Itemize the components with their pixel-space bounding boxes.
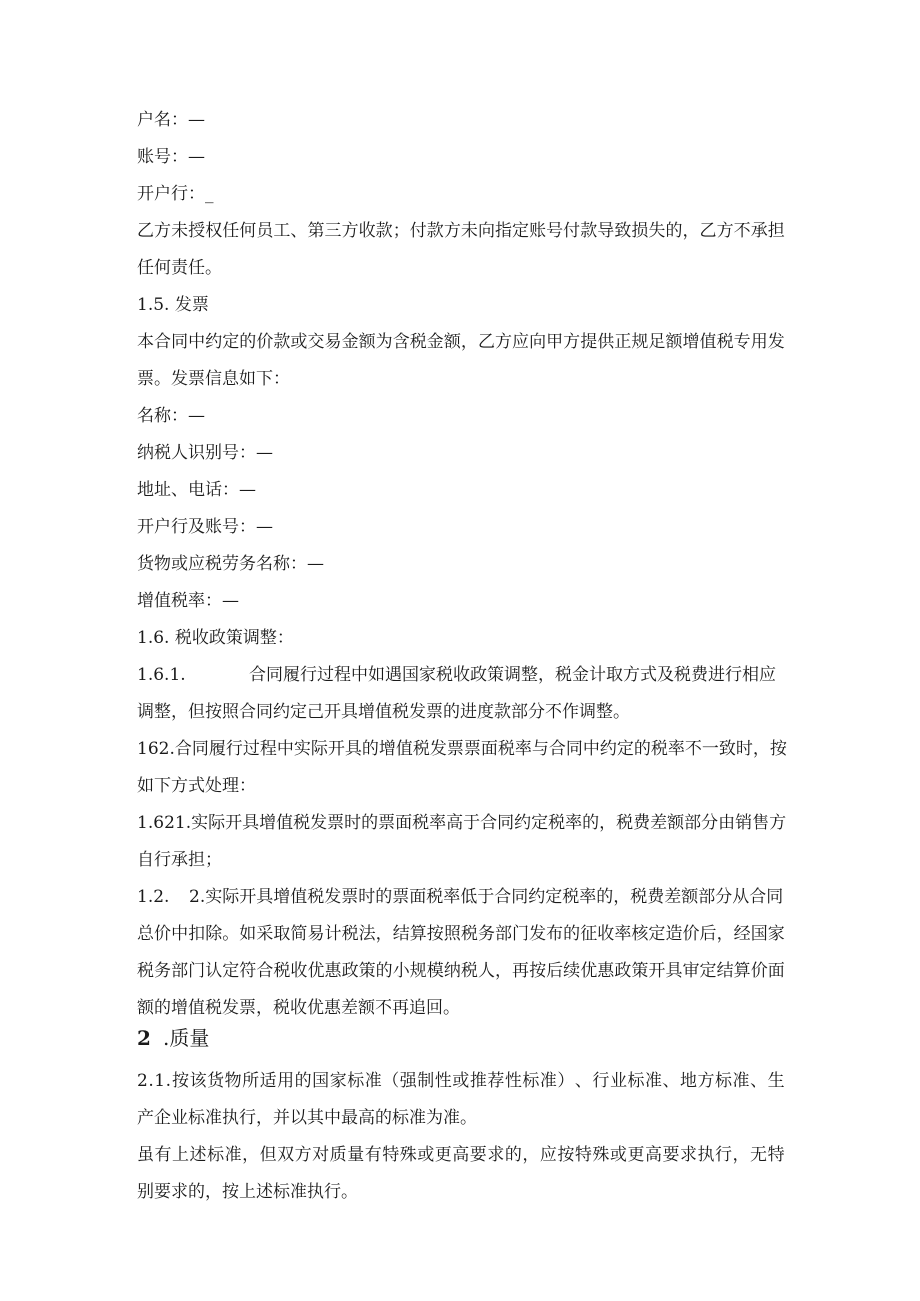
bank-line: 开户行：_: [137, 184, 214, 204]
paragraph-line: 税 务 部 门 认 定 符 合 税 收 优 惠 政 策 的 小 规 模 纳 税 人 ， 再 按 后 续 优 惠 政 策 开 具 审 定 结 算 价 面: [137, 961, 785, 981]
paragraph-line: 2 . 1 . 按 该 货 物 所 适 用 的 国 家 标 准 （ 强 制 性 或 推 荐 性 标 准 ） 、 行 业 标 准 、 地 方 标 准 、 生: [137, 1071, 785, 1091]
taxpayer-id-line: 纳税人识别号：—: [137, 443, 273, 463]
clause-text: 2.实际开具增值税发票时的票面税率低于合同约定税率的，税费差额部分从合同: [189, 887, 784, 907]
paragraph-line: 票。发票信息如下：: [137, 369, 290, 389]
paragraph-line: 额的增值税发票，税收优惠差额不再追回。: [137, 998, 460, 1018]
clause-line: [137, 885, 783, 909]
paragraph-line: 如下方式处理：: [137, 776, 256, 796]
clause-text: 合同履行过程中如遇国家税收政策调整，税金计取方式及税费进行相应: [249, 665, 776, 685]
section-heading-quality: [137, 1024, 209, 1052]
account-number-line: 账号：—: [137, 147, 205, 167]
clause-number: 1.6.1.: [137, 665, 186, 685]
heading-number: 2: [137, 1026, 151, 1050]
paragraph-line: 本 合 同 中 约 定 的 价 款 或 交 易 金 额 为 含 税 金 额 ， 乙 方 应 向 甲 方 提 供 正 规 足 额 增 值 税 专 用 发: [137, 332, 785, 352]
account-name-line: 户名：—: [137, 110, 205, 130]
paragraph-line: 虽 有 上 述 标 准 ， 但 双 方 对 质 量 有 特 殊 或 更 高 要 求 的 ， 应 按 特 殊 或 更 高 要 求 执 行 ， 无 特: [137, 1145, 785, 1165]
invoice-name-line: 名称：—: [137, 406, 205, 426]
paragraph-line: 调整，但按照合同约定己开具增值税发票的进度款部分不作调整。: [137, 702, 630, 722]
address-phone-line: 地址、电话：—: [137, 480, 256, 500]
clause-number: 1.2.: [137, 887, 170, 907]
paragraph-line: 1 6 2 . 合 同 履 行 过 程 中 实 际 开 具 的 增 值 税 发 票 票 面 税 率 与 合 同 中 约 定 的 税 率 不 一 致 时 ， 按: [137, 739, 787, 759]
paragraph-line: 1 . 6 2 1 . 实 际 开 具 增 值 税 发 票 时 的 票 面 税 率 高 于 合 同 约 定 税 率 的 ， 税 费 差 额 部 分 由 销 售 方: [137, 813, 787, 833]
paragraph-line: 任何责任。: [137, 258, 222, 278]
clause-line: [137, 663, 776, 687]
paragraph-line: 自行承担；: [137, 850, 222, 870]
paragraph-line: 乙 方 未 授 权 任 何 员 工 、 第 三 方 收 款 ； 付 款 方 未 向 指 定 账 号 付 款 导 致 损 失 的 ， 乙 方 不 承 担: [137, 221, 785, 241]
vat-rate-line: 增值税率：—: [137, 591, 239, 611]
paragraph-line: 产企业标准执行，并以其中最高的标准为准。: [137, 1108, 477, 1128]
goods-service-line: 货物或应税劳务名称：—: [137, 554, 324, 574]
bank-account-line: 开户行及账号：—: [137, 517, 273, 537]
heading-text: .质量: [163, 1026, 210, 1050]
paragraph-line: 总 价 中 扣 除 。 如 采 取 简 易 计 税 法 ， 结 算 按 照 税 务 部 门 发 布 的 征 收 率 核 定 造 价 后 ， 经 国 家: [137, 924, 785, 944]
paragraph-line: 别要求的，按上述标准执行。: [137, 1182, 358, 1202]
section-title-tax-policy: 1.6. 税收政策调整：: [137, 628, 294, 648]
section-title-invoice: 1.5. 发票: [137, 295, 209, 315]
